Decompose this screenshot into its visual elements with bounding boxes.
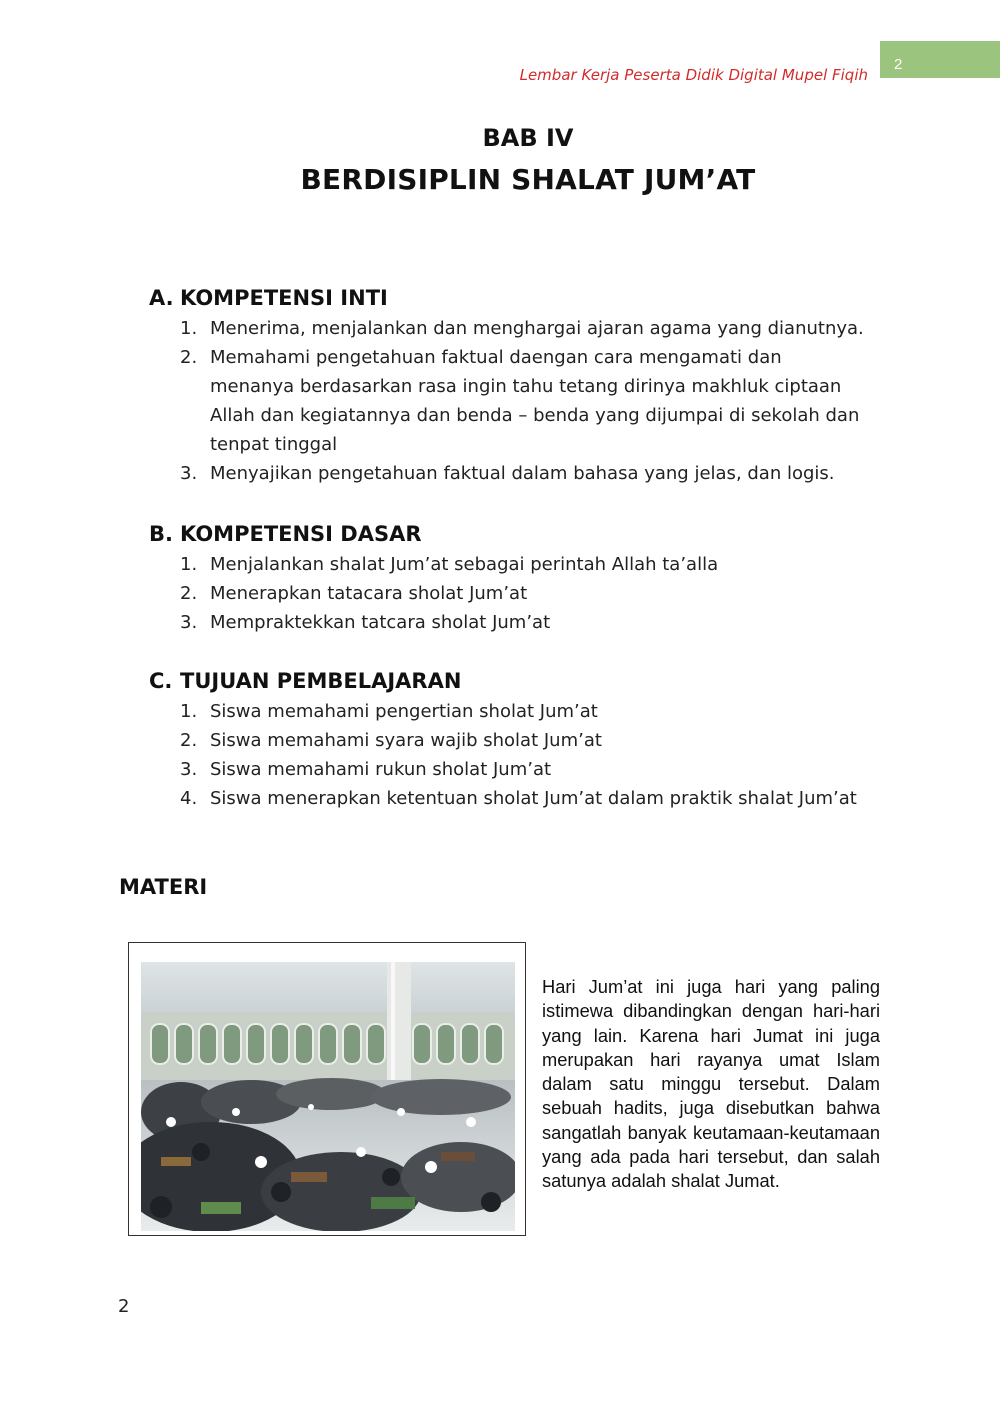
section-letter: C. <box>149 669 173 693</box>
list-item <box>149 343 879 459</box>
section-list <box>149 550 879 637</box>
item-number: 2. <box>180 583 198 604</box>
section-tujuan-pembelajaran <box>149 669 879 813</box>
section-heading <box>149 522 879 546</box>
list-item <box>149 579 879 608</box>
section-heading <box>149 669 879 693</box>
section-letter: A. <box>149 286 174 310</box>
item-text: Menerapkan tatacara sholat Jum’at <box>210 583 528 604</box>
item-text: Mempraktekkan tatcara sholat Jum’at <box>210 612 551 633</box>
page-number-tab <box>880 41 1000 78</box>
item-number: 1. <box>180 554 198 575</box>
item-number: 3. <box>180 463 198 484</box>
section-title: KOMPETENSI DASAR <box>180 522 422 546</box>
item-text: Siswa memahami syara wajib sholat Jum’at <box>210 730 602 751</box>
materi-paragraph: Hari Jum’at ini juga hari yang paling istimewa dibandingkan dengan hari-hari yang lain. Karena hari Jumat ini juga merupakan hari rayanya umat Islam dalam satu minggu tersebut. Dalam sebuah hadits, juga disebutkan bahwa sangatlah banyak keutamaan-keutamaan yang ada pada hari tersebut, dan salah satunya adalah shalat Jumat. <box>542 976 880 1192</box>
list-item <box>149 608 879 637</box>
section-list <box>149 697 879 813</box>
chapter-number: BAB IV <box>482 124 574 152</box>
page-tab-label: 2 <box>894 56 903 73</box>
item-number: 4. <box>180 788 198 809</box>
item-number: 2. <box>180 347 198 368</box>
list-item <box>149 697 879 726</box>
item-number: 1. <box>180 701 198 722</box>
list-item <box>149 726 879 755</box>
item-text: Siswa menerapkan ketentuan sholat Jum’at dalam praktik shalat Jum’at <box>210 788 857 809</box>
item-text: Menerima, menjalankan dan menghargai ajaran agama yang dianutnya. <box>210 318 864 339</box>
list-item <box>149 550 879 579</box>
photo-frame <box>128 942 526 1236</box>
item-number: 1. <box>180 318 198 339</box>
section-heading <box>149 286 879 310</box>
list-item <box>149 459 879 488</box>
item-text: Memahami pengetahuan faktual daengan cara mengamati dan menanya berdasarkan rasa ingin tahu tetang dirinya makhluk ciptaan Allah dan kegiatannya dan benda – benda yang dijumpai di sekolah dan tenpat tinggal <box>210 347 860 455</box>
chapter-title: BERDISIPLIN SHALAT JUM’AT <box>300 163 756 196</box>
section-list <box>149 314 879 488</box>
list-item <box>149 314 879 343</box>
section-title: TUJUAN PEMBELAJARAN <box>180 669 462 693</box>
section-title: KOMPETENSI INTI <box>180 286 388 310</box>
item-text: Menyajikan pengetahuan faktual dalam bahasa yang jelas, dan logis. <box>210 463 835 484</box>
list-item <box>149 755 879 784</box>
item-text: Menjalankan shalat Jum’at sebagai perintah Allah ta’alla <box>210 554 719 575</box>
item-text: Siswa memahami pengertian sholat Jum’at <box>210 701 598 722</box>
item-number: 3. <box>180 759 198 780</box>
materi-heading: MATERI <box>119 875 208 899</box>
section-kompetensi-inti <box>149 286 879 488</box>
running-header: Lembar Kerja Peserta Didik Digital Mupel Fiqih <box>519 66 868 84</box>
section-kompetensi-dasar <box>149 522 879 637</box>
list-item <box>149 784 879 813</box>
item-text: Siswa memahami rukun sholat Jum’at <box>210 759 552 780</box>
page-number: 2 <box>118 1296 130 1317</box>
item-number: 3. <box>180 612 198 633</box>
mosque-congregation-photo <box>141 962 515 1231</box>
section-letter: B. <box>149 522 173 546</box>
item-number: 2. <box>180 730 198 751</box>
